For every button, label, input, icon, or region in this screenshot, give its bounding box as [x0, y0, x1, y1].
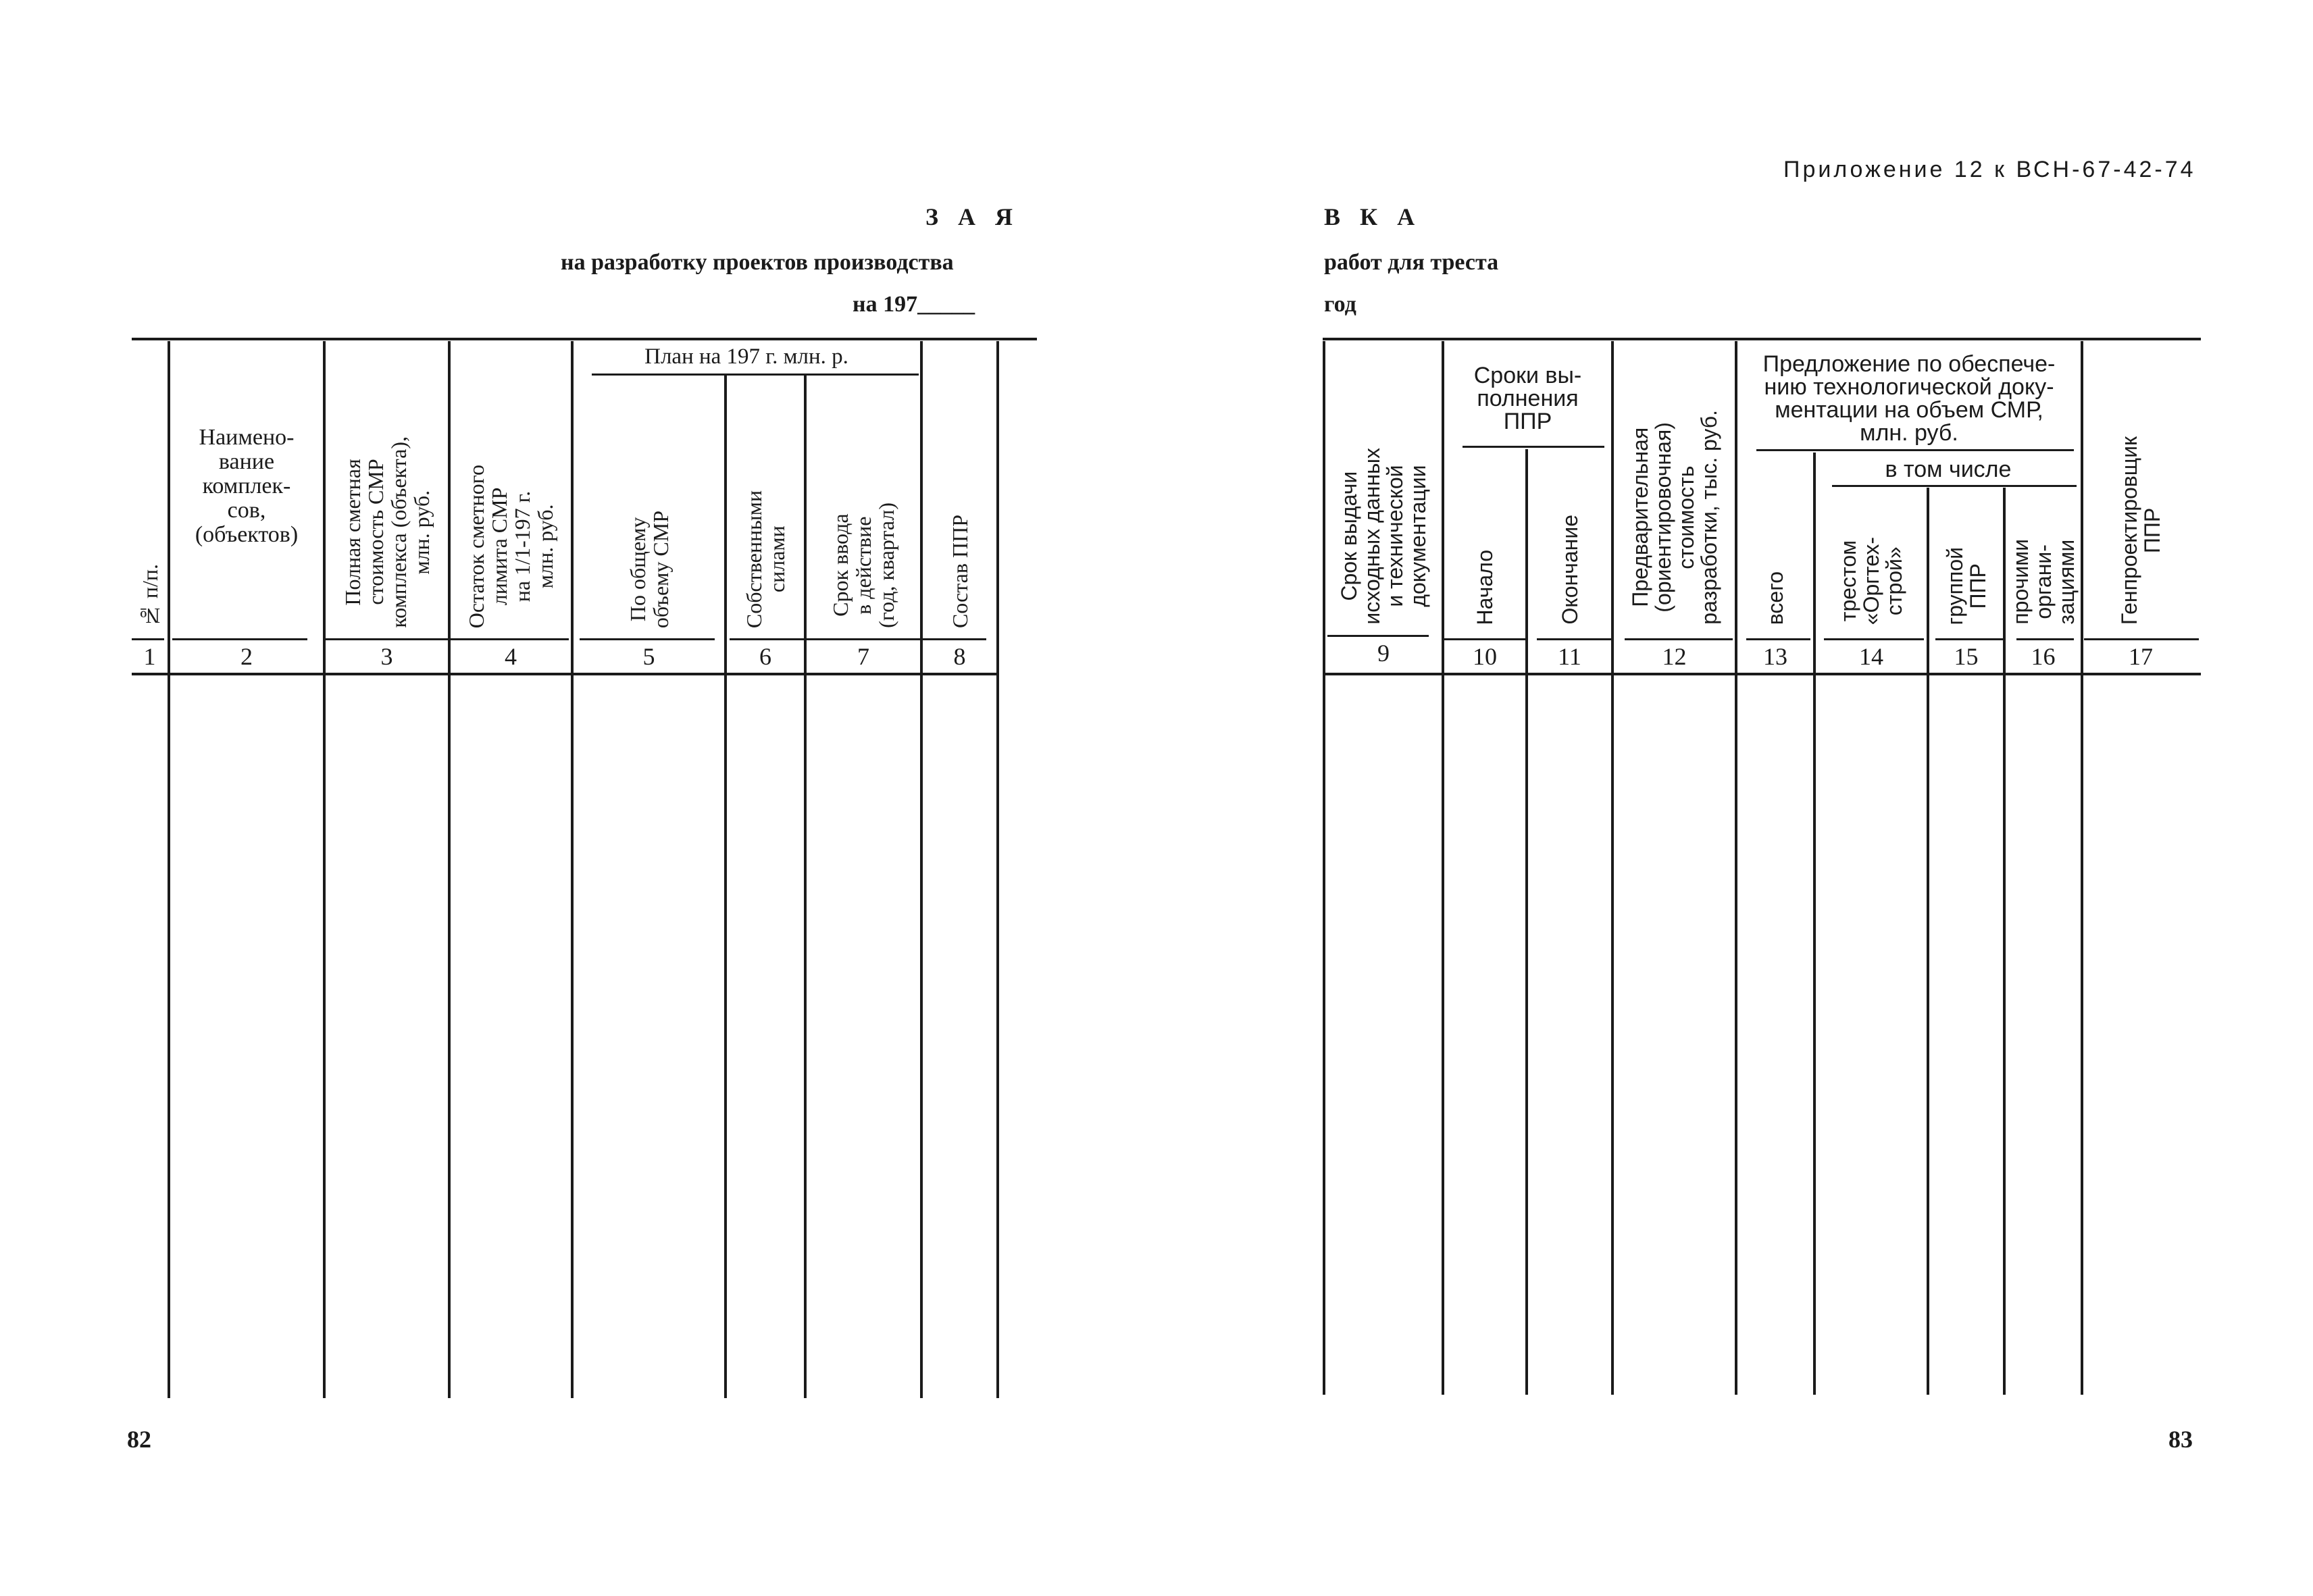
col-1-header: № п/п. — [137, 563, 162, 628]
col-12-header: Предварительная (ориентировочная) стоимость разработки, тыс. руб. — [1627, 410, 1721, 625]
vtom-chisle-header: в том числе — [1885, 456, 2012, 482]
col-15-header: группой ППР — [1942, 546, 1990, 625]
col-17-number: 17 — [2129, 643, 2153, 670]
col-11-header: Окончание — [1557, 515, 1582, 625]
col-7-header: Срок ввода в действие (год, квартал) — [828, 503, 898, 628]
col-9-header: Срок выдачи исходных данных и технической документации — [1337, 448, 1430, 625]
col-12-number: 12 — [1662, 643, 1687, 670]
col-2-number: 2 — [240, 643, 253, 670]
col-3-number: 3 — [380, 643, 393, 670]
col-7-number: 7 — [857, 643, 869, 670]
document-title-left: З А Я — [925, 203, 1019, 230]
subtitle-right: работ для треста — [1324, 250, 1499, 275]
col-9-number: 9 — [1377, 640, 1390, 667]
col-13-number: 13 — [1763, 643, 1787, 670]
col-4-number: 4 — [505, 643, 517, 670]
sroki-group-header: Сроки вы- полнения ППР — [1473, 363, 1582, 434]
col-5-number: 5 — [642, 643, 655, 670]
col-13-header: всего — [1763, 571, 1787, 625]
predlozhenie-group-header: Предложение по обеспече- нию технологической доку- ментации на объем СМР, млн. руб. — [1762, 351, 2056, 446]
col-11-number: 11 — [1558, 643, 1581, 670]
col-8-number: 8 — [953, 643, 966, 670]
year-right: год — [1324, 292, 1356, 317]
col-17-header: Генпроектировщик ППР — [2117, 436, 2164, 625]
col-10-number: 10 — [1473, 643, 1497, 670]
page-number-left: 82 — [127, 1426, 151, 1453]
col-3-header: Полная сметная стоимость СМР комплекса (объекта), млн. руб. — [340, 436, 434, 628]
col-16-header: прочими органи- зациями — [2008, 539, 2079, 625]
col-1-number: 1 — [143, 643, 156, 670]
col-15-number: 15 — [1954, 643, 1979, 670]
col-14-header: трестом «Оргтех- строй» — [1836, 536, 1906, 625]
document-title-right: В К А — [1324, 203, 1422, 230]
col-8-header: Состав ППР — [947, 514, 972, 628]
subtitle-left: на разработку проектов производства — [561, 250, 954, 275]
plan-group-header: План на 197 г. млн. р. — [644, 344, 848, 369]
col-2-header: Наимено- вание комплек- сов, (объектов) — [195, 425, 299, 547]
col-10-header: Начало — [1473, 549, 1497, 625]
col-16-number: 16 — [2031, 643, 2056, 670]
appendix-reference: Приложение 12 к ВСН-67-42-74 — [1783, 157, 2196, 182]
col-6-header: Собственными силами — [742, 490, 789, 628]
col-14-number: 14 — [1859, 643, 1883, 670]
col-4-header: Остаток сметного лимита СМР на 1/1-197 г. млн. руб. — [464, 464, 557, 628]
year-left: на 197_____ — [853, 292, 975, 317]
page-number-right: 83 — [2168, 1426, 2193, 1453]
col-6-number: 6 — [759, 643, 771, 670]
col-5-header: По общему объему СМР — [625, 510, 673, 628]
